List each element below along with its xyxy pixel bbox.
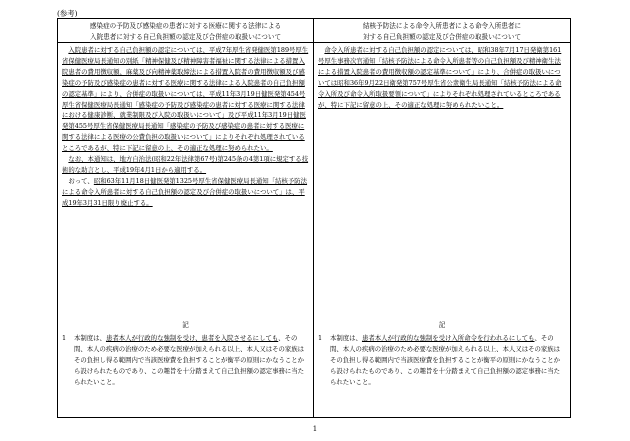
comparison-table (57, 18, 571, 418)
right-paragraph-1 (318, 45, 566, 110)
right-header-line1: 結核予防法による命令入所患者による命令入所患者に (362, 22, 522, 30)
left-paragraph-3 (62, 176, 309, 209)
right-item-underlined: 患者本人が行政的な強制を受け入所命令を行われるにしても (361, 334, 535, 342)
left-column-body (58, 43, 313, 209)
left-ki-heading: 記 (182, 321, 189, 329)
left-item-rest: 、その間、本人の疾病の治療のため必要な医療が加えられる以上、本人又はその家族はその負担し得る範囲内で当該医療費を負担することが衡平の原則にかなうことから設けられたものであり、この趣旨を十分踏まえて自己負担額の認定事務に当たられたいこと。 (74, 334, 305, 386)
right-paragraph-1-text: 命令入所患者に対する自己負担額の認定については、昭和38年7月17日発衛第161号厚生事務次官通知「結核予防法による命令入所患者等の自己負担額及び精神衛生法による措置入院患者の費用徴収額の認定基準について」により、合併症の取扱いについては昭和36年9月22日衛発第757号厚生省公衆衛生局長通知「結核予防法による命令入所及び命令入所取扱要領について」によりそれぞれ処理されているところであるが、特に下記に留意の上、その適正な処理に努められたいこと。 (318, 46, 562, 109)
left-item-number: 1 (62, 334, 67, 342)
right-item-rest: 、その間、本人の疾病の治療のため必要な医療が加えられる以上、本人又はその家族はその負担し得る範囲内で当該医療費を負担することが衡平の原則にかなうことから設けられたものであり、この趣旨を十分踏まえて自己負担額の認定事務に当たられたいこと。 (330, 334, 561, 386)
left-header-line1: 感染症の予防及び感染症の患者に対する医療に関する法律による (89, 22, 282, 30)
left-paragraph-1-text: 入院患者に対する自己負担額の認定については、平成7年厚生省発健医第189号厚生省保健医療局長通知の別紙「精神保健及び精神障害者福祉に関する法律による措置入院患者の費用徴収額、麻薬及び向精神薬取締法による措置入院者の費用徴収額及び感染症の予防及び感染症の患者に対する医療に関する法律による入院患者の自己負担額の認定基準」により、合併症の取扱いについては、平成11年3月19日健医発第454号厚生省保健医療局長通知「感染症の予防及び感染症の患者に対する医療に関する法律における健康診断、就業制限及び入院の取扱いについて」及び平成11年3月19日健医発第455号厚生省保健医療局長通知「感染症の予防及び感染症の患者に対する医療に関する法律による医療の公費負担の取扱いについて」によりそれぞれ処理されているところであるが、特に下記に留意の上、その適正な処理に努められたい。 (62, 46, 309, 153)
page-number: 1 (312, 425, 318, 433)
right-header-line2: 対する自己負担額の認定及び合併症の取扱いについて (362, 32, 522, 41)
left-column (58, 19, 314, 417)
right-item-1 (318, 333, 566, 388)
right-item-number: 1 (318, 334, 323, 342)
right-item-text (330, 333, 566, 388)
right-item-prefix: 本制度は、 (330, 334, 362, 342)
left-paragraph-3-text: 昭和63年11月18日健医発第1325号厚生省保健医療局長通知「結核予防法による命令入所患者に対する自己負担額の認定及び合併症の取扱いについて」は、平成19年3月31日限り廃止する。 (62, 176, 308, 207)
left-item-1 (62, 333, 309, 388)
left-paragraph-1 (62, 45, 309, 154)
left-item-text (74, 333, 309, 388)
right-column-header (314, 19, 570, 43)
left-item-prefix: 本制度は、 (74, 334, 106, 342)
left-paragraph-3-prefix: おって、 (68, 176, 94, 185)
left-paragraph-2-text: なお、本通知は、地方自治法(昭和22年法律第67号)第245条の4第1項に規定する技術的な助言とし、平成19年4月1日から適用する。 (62, 155, 309, 174)
left-column-header (58, 19, 313, 43)
right-column (314, 19, 570, 417)
right-ki-heading: 記 (438, 321, 446, 329)
page-label: (参考) (57, 9, 78, 18)
left-header-line2: 入院患者に対する自己負担額の認定及び合併症の取扱いについて (89, 32, 282, 41)
left-paragraph-2 (62, 154, 309, 176)
right-column-body (314, 43, 570, 110)
left-item-underlined: 患者本人が行政的な強制を受け、患者を入院させるにしても (105, 334, 279, 342)
